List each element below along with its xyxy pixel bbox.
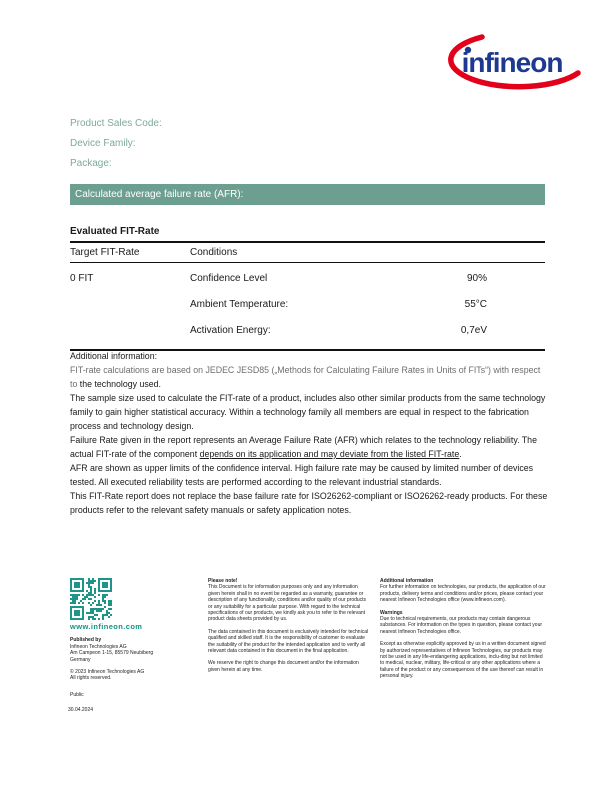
field-device-family: Device Family: [70, 138, 136, 149]
published-by-label: Published by [70, 637, 102, 644]
condition-name: Confidence Level [190, 272, 268, 284]
disclaimer-paragraph: The data contained in this document is exclusively intended for technical qualified and skilled staff. It is the responsibility of customer to evaluate the suitability of the product for the intended application and to verify all relevant data contained in this document in the final application. [208, 628, 369, 655]
fit-table-header [70, 241, 545, 263]
footer-middle-column [208, 578, 370, 679]
please-note-heading: Please note! [208, 578, 238, 584]
publisher-company: Infineon Technologies AG [70, 643, 127, 650]
table-row [70, 291, 545, 317]
copyright-line: © 2023 Infineon Technologies AG [70, 669, 145, 676]
info-sentence-afr-limits: AFR are shown as upper limits of the confidence interval. High failure rate may be caused by limited number of devices tested. All executed reliability tests are performed according to the relevant industrial standards. [70, 463, 534, 487]
condition-value: 55°C [464, 298, 487, 310]
info-heading: Additional information: [70, 351, 158, 361]
field-package: Package: [70, 158, 112, 169]
info-sentence-jedec: FIT-rate calculations are based on JEDEC JESD85 („Methods for Calculating Failure Rates in Units of FITs“) with respect to the technology used. [70, 365, 541, 389]
contact-paragraph: For further information on technologies, our products, the application of our products, delivery terms and conditions and/or prices, please contact your nearest Infineon Technologies office (www.infineon.com). [380, 584, 546, 604]
info-sentence-sample-size: The sample size used to calculate the FIT-rate of a product, includes also other similar products from the same technology family to gain higher statistical accuracy. Within a technology family all members are equal in respect to the fabrication process and technology design. [70, 393, 546, 431]
classification-label: Public [70, 691, 84, 698]
condition-value: 90% [466, 272, 487, 284]
fit-table [70, 241, 545, 351]
target-fit-rate-value: 0 FIT [70, 272, 94, 284]
publisher-address: Am Campeon 1-15, 85579 Neubiberg [70, 650, 154, 657]
qr-code-icon [70, 578, 112, 620]
life-endangering-paragraph: Except as otherwise explicitly approved by us in a written document signed by authorized representatives of Infineon Technologies, our products may not be used in any life-endangering applications, inclu-ding but not limited to medical, nuclear, military, life-critical or any other applications where a failure of the product or any consequences of the use thereof can result in personal injury. [380, 641, 546, 680]
info-sentence-failure-rate: Failure Rate given in the report represents an Average Failure Rate (AFR) which relates to the technology reliability. The actual FIT-rate of the component depends on its application and may deviate from the listed FIT-rate. [70, 435, 537, 459]
publisher-country: Germany [70, 656, 91, 663]
fit-table-title: Evaluated FIT-Rate [70, 226, 160, 237]
footer-left-column [70, 578, 205, 698]
underlined-disclaimer: depends on its application and may deviate from the listed FIT-rate [199, 449, 460, 459]
info-sentence-iso26262: This FIT-Rate report does not replace the base failure rate for ISO26262-compliant or ISO26262-ready products. For these products refer to the relevant safety manuals or safety application notes. [70, 491, 548, 515]
jedec-text: FIT-rate calculations are based on JEDEC JESD85 („Methods for Calculating Failure Rates in Units of FITs“) with respect to [70, 365, 541, 389]
col-header-target-fit-rate: Target FIT-Rate [70, 247, 140, 258]
infineon-website-link[interactable]: www.infineon.com [70, 622, 143, 631]
additional-information-heading: Additional information [380, 578, 434, 584]
product-fields [70, 114, 162, 174]
disclaimer-paragraph: This Document is for information purposes only and any information given herein shall in no event be regarded as a warranty, guarantee or description of any functionality, conditions and/or quality of our products or any suitability for a particular purpose. With regard to the technical specifications of our products, we kindly ask you to refer to the relevant product data sheets provided by us. [208, 584, 367, 623]
field-product-sales-code: Product Sales Code: [70, 118, 162, 129]
fit-table-body [70, 263, 545, 351]
infineon-logo [432, 22, 592, 106]
document-date: 30.04.2024 [68, 707, 94, 713]
condition-value: 0,7eV [460, 324, 487, 336]
condition-name: Activation Energy: [190, 324, 271, 336]
warnings-heading: Warnings [380, 609, 403, 616]
additional-information-block [70, 349, 548, 517]
infineon-logo-icon [432, 22, 592, 106]
disclaimer-paragraph: We reserve the right to change this document and/or the information given herein at any time. [208, 660, 359, 673]
afr-banner: Calculated average failure rate (AFR): [70, 184, 545, 205]
warnings-paragraph: Due to technical requirements, our products may contain dangerous substances. For information on the types in question, please contact your nearest Infineon Technologies office. [380, 616, 543, 635]
col-header-conditions: Conditions [190, 247, 238, 258]
condition-name: Ambient Temperature: [190, 298, 289, 310]
rights-line: All rights reserved. [70, 675, 112, 682]
table-row [70, 317, 545, 343]
footer-right-column [380, 578, 546, 686]
logo-wordmark: infineon [461, 47, 563, 78]
table-row [70, 265, 545, 291]
